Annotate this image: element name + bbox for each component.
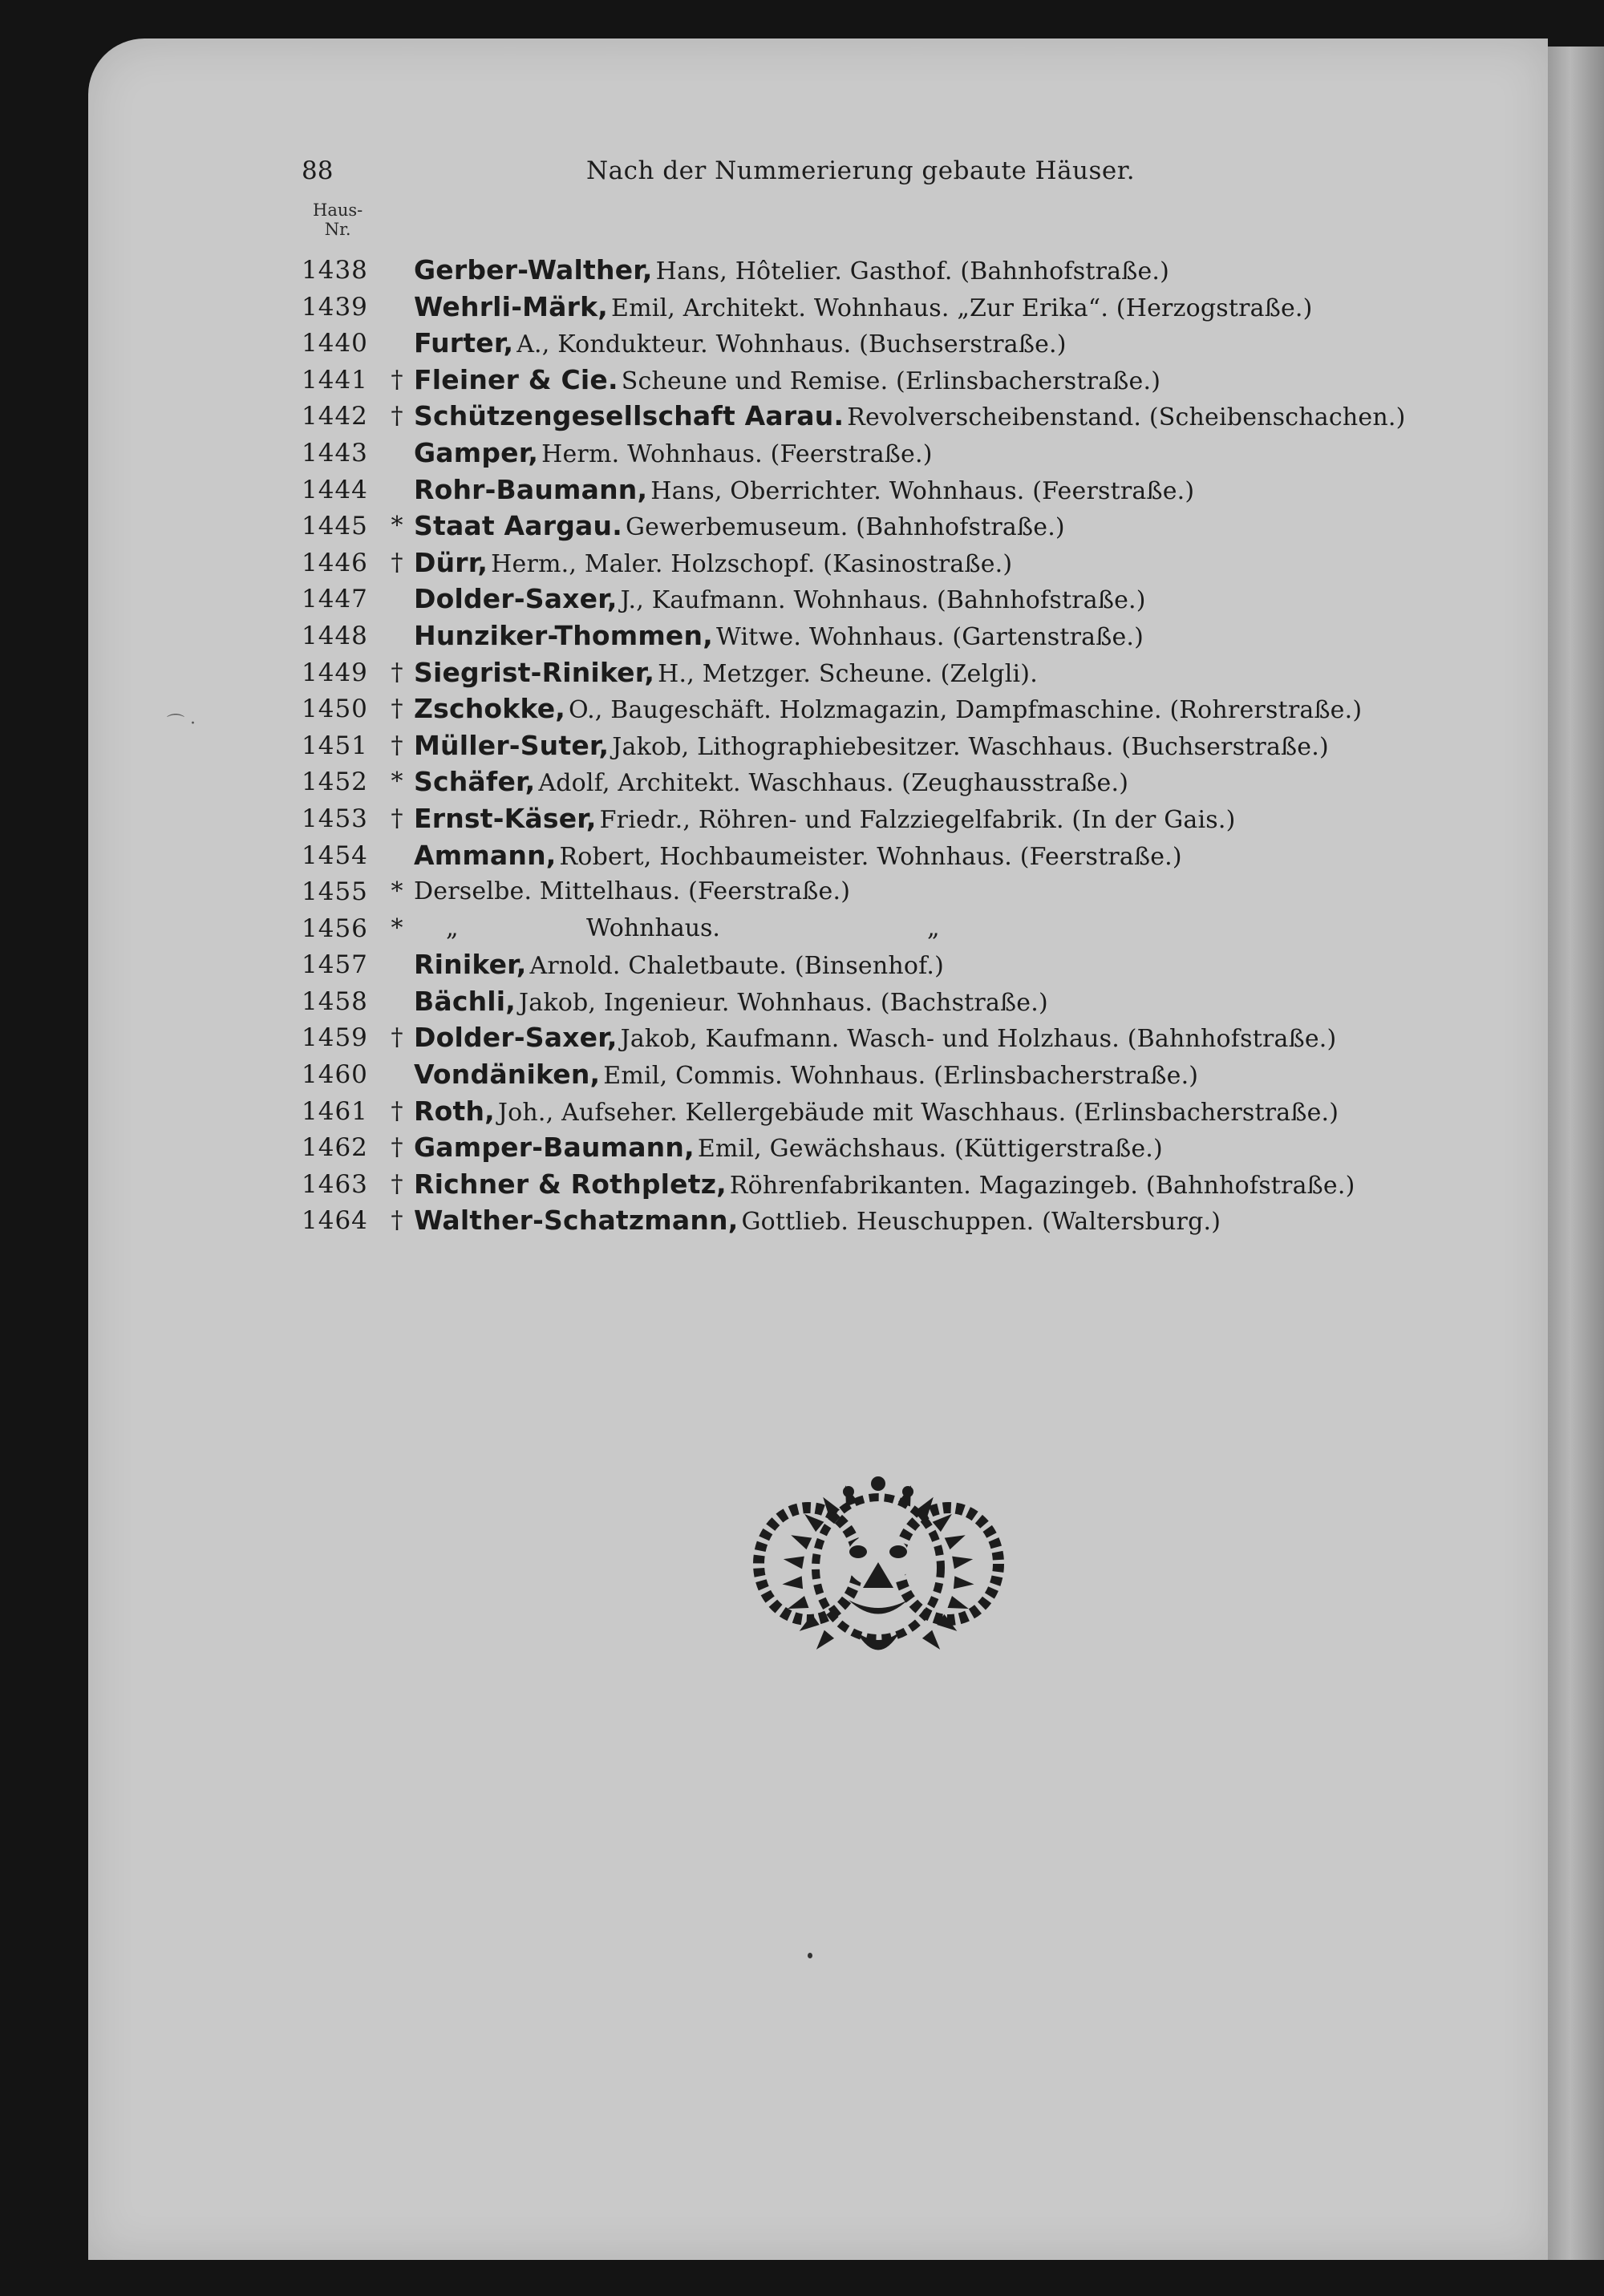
- status-mark: †: [391, 1169, 403, 1198]
- entry-description: Derselbe. Mittelhaus. (Feerstraße.): [414, 877, 851, 906]
- house-number: 1453: [302, 804, 368, 833]
- house-number: 1454: [302, 840, 368, 870]
- house-entry: [302, 546, 1489, 583]
- owner-name: Gamper-Baumann,: [414, 1132, 695, 1164]
- owner-name: Bächli,: [414, 985, 516, 1017]
- entry-text: [414, 399, 1406, 439]
- status-mark: †: [391, 658, 403, 686]
- entry-text: [414, 948, 944, 987]
- entry-text: [414, 1131, 1163, 1170]
- entry-text: [414, 802, 1236, 841]
- status-mark: †: [391, 402, 403, 431]
- owner-name: Schützengesellschaft Aarau.: [414, 400, 845, 432]
- entry-text: [414, 656, 1038, 695]
- entry-text: [414, 839, 1182, 878]
- entry-text: [414, 875, 850, 913]
- house-number: 1458: [302, 986, 368, 1016]
- house-number: 1457: [302, 950, 368, 980]
- entry-description: Scheune und Remise. (Erlinsbacherstraße.): [621, 366, 1161, 395]
- entry-description: H., Metzger. Scheune. (Zelgli).: [658, 659, 1038, 688]
- entry-description: J., Kaufmann. Wohnhaus. (Bahnhofstraße.): [620, 586, 1146, 615]
- house-entry: [302, 729, 1489, 766]
- entry-text: [414, 1021, 1336, 1060]
- house-entry: [302, 839, 1489, 876]
- owner-name: Rohr-Baumann,: [414, 473, 648, 505]
- entry-text: [414, 546, 1012, 585]
- house-entry: [302, 582, 1489, 619]
- house-entry: [302, 948, 1489, 985]
- house-number: 1450: [302, 694, 368, 724]
- house-number: 1440: [302, 329, 368, 358]
- house-number: 1455: [302, 877, 368, 907]
- entry-text: [414, 729, 1329, 768]
- status-mark: *: [391, 767, 403, 796]
- house-number: 1448: [302, 621, 368, 650]
- running-head: Nach der Nummerierung gebaute Häuser.: [586, 156, 1136, 185]
- owner-name: Hunziker-Thommen,: [414, 619, 713, 651]
- entry-description: Herm. Wohnhaus. (Feerstraße.): [541, 439, 933, 468]
- house-entry: [302, 326, 1489, 363]
- house-number: 1462: [302, 1133, 368, 1163]
- house-number: 1446: [302, 548, 368, 577]
- house-entry-list: [302, 253, 1489, 1241]
- entry-text: [414, 1204, 1221, 1243]
- entry-description: Wohnhaus.: [586, 913, 720, 942]
- column-label-line1: Haus-: [313, 200, 363, 220]
- entry-text: [414, 985, 1048, 1024]
- entry-description: Hans, Hôtelier. Gasthof. (Bahnhofstraße.): [655, 257, 1170, 285]
- status-mark: †: [391, 731, 403, 759]
- owner-name: Gamper,: [414, 436, 539, 468]
- house-entry: [302, 1058, 1489, 1095]
- entry-description: Jakob, Kaufmann. Wasch- und Holzhaus. (Bahnhofstraße.): [620, 1025, 1337, 1054]
- entry-description: Robert, Hochbaumeister. Wohnhaus. (Feerstraße.): [559, 842, 1182, 871]
- owner-name: Fleiner & Cie.: [414, 363, 618, 395]
- status-mark: †: [391, 548, 403, 577]
- entry-description: Gottlieb. Heuschuppen. (Waltersburg.): [741, 1208, 1221, 1237]
- house-entry: [302, 802, 1489, 839]
- house-number: 1452: [302, 767, 368, 797]
- house-number: 1441: [302, 365, 368, 395]
- house-entry: [302, 1021, 1489, 1058]
- status-mark: †: [391, 1133, 403, 1162]
- status-mark: *: [391, 877, 403, 906]
- house-entry: [302, 765, 1489, 802]
- house-number: 1447: [302, 585, 368, 614]
- lion-head-vignette-icon: [728, 1468, 1029, 1676]
- house-number: 1460: [302, 1060, 368, 1090]
- entry-text: [414, 1095, 1339, 1134]
- house-number: 1461: [302, 1096, 368, 1126]
- entry-description: Arnold. Chaletbaute. (Binsenhof.): [529, 952, 945, 981]
- house-entry: [302, 985, 1489, 1022]
- house-entry: [302, 1204, 1489, 1241]
- entry-text: [414, 363, 1160, 403]
- house-number: 1438: [302, 256, 368, 285]
- ditto-mark: „: [927, 913, 940, 942]
- house-entry: [302, 1168, 1489, 1205]
- owner-name: Ammann,: [414, 839, 557, 871]
- entry-text: [414, 1058, 1198, 1097]
- owner-name: Furter,: [414, 327, 514, 359]
- entry-description: Röhrenfabrikanten. Magazingeb. (Bahnhofstraße.): [729, 1171, 1355, 1200]
- entry-description: Jakob, Lithographiebesitzer. Waschhaus. (Buchserstraße.): [612, 732, 1329, 761]
- entry-text: [414, 619, 1144, 658]
- house-number-column-label: [313, 200, 363, 239]
- owner-name: Ernst-Käser,: [414, 802, 597, 834]
- house-entry: [302, 692, 1489, 729]
- owner-name: Roth,: [414, 1095, 495, 1127]
- house-number: 1443: [302, 438, 368, 468]
- house-entry: [302, 473, 1489, 510]
- owner-name: Walther-Schatzmann,: [414, 1205, 739, 1237]
- page-header: [302, 156, 1472, 196]
- page-edge: [1548, 47, 1604, 2260]
- column-label-line2: Nr.: [324, 220, 351, 239]
- entry-description: Adolf, Architekt. Waschhaus. (Zeughausstraße.): [538, 769, 1129, 798]
- house-number: 1451: [302, 731, 368, 760]
- ditto-mark: „: [446, 913, 459, 942]
- house-number: 1456: [302, 913, 368, 943]
- owner-name: Vondäniken,: [414, 1059, 601, 1091]
- owner-name: Gerber-Walther,: [414, 254, 653, 285]
- house-entry: [302, 1095, 1489, 1132]
- house-number: 1442: [302, 402, 368, 431]
- page-number: 88: [302, 156, 334, 185]
- entry-text: [414, 473, 1194, 512]
- house-entry: [302, 253, 1489, 290]
- status-mark: †: [391, 1023, 403, 1052]
- house-entry: [302, 912, 1489, 949]
- house-entry: [302, 399, 1489, 436]
- entry-description: Friedr., Röhren- und Falzziegelfabrik. (In der Gais.): [599, 805, 1236, 834]
- owner-name: Schäfer,: [414, 766, 536, 798]
- house-entry: [302, 363, 1489, 400]
- owner-name: Müller-Suter,: [414, 729, 610, 761]
- entry-description: Hans, Oberrichter. Wohnhaus. (Feerstraße.): [650, 476, 1195, 505]
- status-mark: *: [391, 512, 403, 541]
- margin-mark: ⌒ ·: [167, 714, 196, 734]
- house-number: 1463: [302, 1169, 368, 1199]
- entry-description: Joh., Aufseher. Kellergebäude mit Waschhaus. (Erlinsbacherstraße.): [497, 1098, 1339, 1127]
- house-entry: [302, 1131, 1489, 1168]
- entry-description: Witwe. Wohnhaus. (Gartenstraße.): [715, 622, 1144, 651]
- owner-name: Dolder-Saxer,: [414, 1022, 618, 1054]
- house-entry: [302, 509, 1489, 546]
- ink-speck: [808, 1953, 812, 1958]
- entry-description: Jakob, Ingenieur. Wohnhaus. (Bachstraße.): [519, 988, 1048, 1017]
- entry-text: [414, 1168, 1355, 1207]
- entry-description: Gewerbemuseum. (Bahnhofstraße.): [625, 513, 1065, 542]
- owner-name: Richner & Rothpletz,: [414, 1168, 727, 1200]
- entry-text: [414, 253, 1169, 293]
- entry-description: A., Kondukteur. Wohnhaus. (Buchserstraße.): [516, 330, 1067, 359]
- status-mark: *: [391, 913, 403, 942]
- house-entry: [302, 290, 1489, 327]
- status-mark: †: [391, 1096, 403, 1125]
- house-entry: [302, 619, 1489, 656]
- entry-text: [414, 509, 1065, 549]
- entry-text: [414, 692, 1362, 731]
- entry-description: Herm., Maler. Holzschopf. (Kasinostraße.): [491, 549, 1013, 578]
- owner-name: Staat Aargau.: [414, 510, 622, 542]
- entry-description: Emil, Commis. Wohnhaus. (Erlinsbacherstraße.): [603, 1062, 1199, 1091]
- entry-description: Emil, Architekt. Wohnhaus. „Zur Erika“. (Herzogstraße.): [610, 294, 1313, 322]
- owner-name: Siegrist-Riniker,: [414, 656, 655, 688]
- status-mark: †: [391, 694, 403, 723]
- owner-name: Wehrli-Märk,: [414, 290, 608, 322]
- house-number: 1459: [302, 1023, 368, 1053]
- entry-text: [414, 290, 1313, 330]
- status-mark: †: [391, 1206, 403, 1235]
- entry-description: Emil, Gewächshaus. (Küttigerstraße.): [697, 1135, 1163, 1164]
- house-number: 1445: [302, 512, 368, 541]
- entry-text: [414, 436, 933, 476]
- entry-description: O., Baugeschäft. Holzmagazin, Dampfmaschine. (Rohrerstraße.): [569, 696, 1363, 725]
- entry-text: [414, 765, 1128, 804]
- owner-name: Zschokke,: [414, 693, 566, 725]
- house-number: 1464: [302, 1206, 368, 1236]
- owner-name: Dürr,: [414, 546, 488, 578]
- house-entry: [302, 656, 1489, 693]
- house-number: 1449: [302, 658, 368, 687]
- house-entry: [302, 436, 1489, 473]
- entry-text: [414, 326, 1067, 366]
- house-entry: [302, 875, 1489, 912]
- entry-text: [414, 582, 1146, 622]
- owner-name: Dolder-Saxer,: [414, 583, 618, 615]
- owner-name: Riniker,: [414, 949, 527, 981]
- house-number: 1439: [302, 292, 368, 322]
- status-mark: †: [391, 365, 403, 394]
- entry-description: Revolverscheibenstand. (Scheibenschachen.): [847, 403, 1406, 432]
- status-mark: †: [391, 804, 403, 832]
- house-number: 1444: [302, 475, 368, 504]
